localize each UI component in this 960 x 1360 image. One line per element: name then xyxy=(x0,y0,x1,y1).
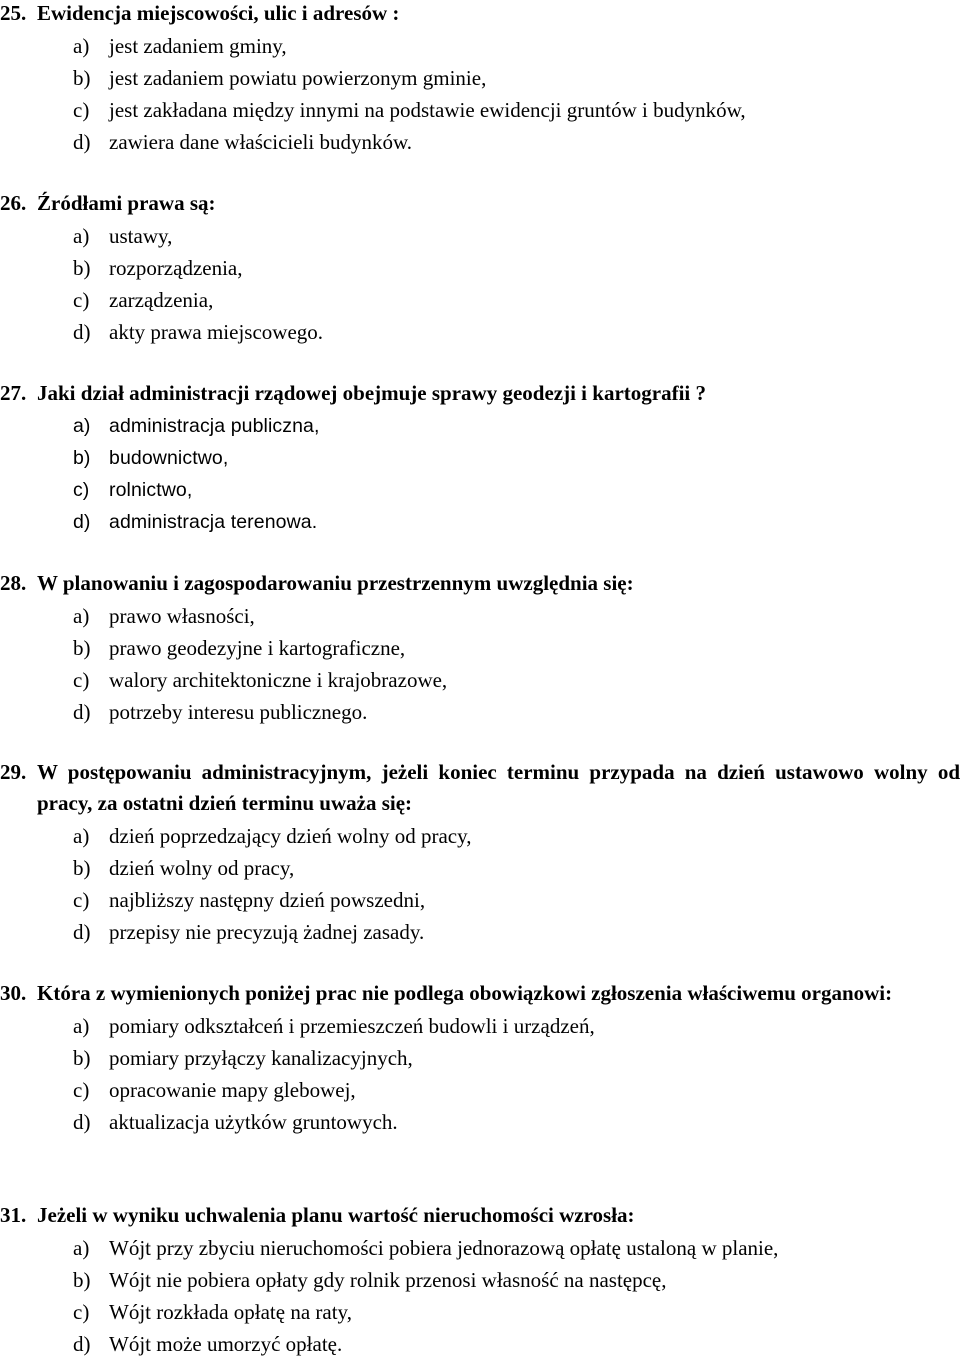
answer-option xyxy=(0,284,960,316)
option-letter: a) xyxy=(73,34,90,58)
answer-option xyxy=(0,632,960,664)
option-text: aktualizacja użytków gruntowych. xyxy=(109,1110,398,1134)
option-letter: b) xyxy=(73,636,91,660)
option-text: Wójt nie pobiera opłaty gdy rolnik przenosi własność na następcę, xyxy=(109,1268,667,1292)
answer-option xyxy=(0,916,960,948)
option-text: opracowanie mapy glebowej, xyxy=(109,1078,356,1102)
option-text: prawo własności, xyxy=(109,604,255,628)
answer-option xyxy=(0,410,960,442)
question-number: 29. xyxy=(0,760,27,784)
answer-option xyxy=(0,1010,960,1042)
option-text: prawo geodezyjne i kartograficzne, xyxy=(109,636,406,660)
question-number: 25. xyxy=(0,1,27,25)
option-text: zarządzenia, xyxy=(109,288,214,312)
option-letter: a) xyxy=(73,824,90,848)
option-letter: d) xyxy=(73,130,91,154)
option-letter: a) xyxy=(73,1236,90,1260)
answer-list xyxy=(0,820,960,948)
answer-option xyxy=(0,852,960,884)
option-letter: c) xyxy=(73,479,90,501)
question-number: 30. xyxy=(0,981,27,1005)
option-letter: b) xyxy=(73,1046,91,1070)
option-letter: d) xyxy=(73,1332,91,1356)
option-letter: c) xyxy=(73,888,90,912)
answer-list xyxy=(0,1010,960,1138)
option-text: Wójt rozkłada opłatę na raty, xyxy=(109,1300,352,1324)
option-letter: c) xyxy=(73,288,90,312)
answer-option xyxy=(0,442,960,474)
question-28 xyxy=(0,568,960,728)
option-text: dzień poprzedzający dzień wolny od pracy, xyxy=(109,824,472,848)
question-26 xyxy=(0,188,960,348)
answer-option xyxy=(0,62,960,94)
question-text: Źródłami prawa są: xyxy=(37,191,216,215)
option-letter: b) xyxy=(73,256,91,280)
option-text: administracja publiczna, xyxy=(109,415,320,437)
question-29 xyxy=(0,757,960,948)
answer-list xyxy=(0,600,960,728)
option-letter: c) xyxy=(73,1300,90,1324)
answer-option xyxy=(0,474,960,506)
option-text: jest zadaniem gminy, xyxy=(109,34,287,58)
option-text: najbliższy następny dzień powszedni, xyxy=(109,888,426,912)
option-letter: c) xyxy=(73,98,90,122)
option-letter: d) xyxy=(73,320,91,344)
option-text: walory architektoniczne i krajobrazowe, xyxy=(109,668,448,692)
answer-option xyxy=(0,1042,960,1074)
option-letter: a) xyxy=(73,224,90,248)
question-heading xyxy=(0,568,960,599)
option-letter: d) xyxy=(73,511,91,533)
option-letter: c) xyxy=(73,1078,90,1102)
option-text: Wójt przy zbyciu nieruchomości pobiera jednorazową opłatę ustaloną w planie, xyxy=(109,1236,779,1260)
answer-option xyxy=(0,884,960,916)
option-letter: b) xyxy=(73,1268,91,1292)
question-25 xyxy=(0,0,960,158)
question-text: W planowaniu i zagospodarowaniu przestrzennym uwzględnia się: xyxy=(37,571,634,595)
option-text: akty prawa miejscowego. xyxy=(109,320,324,344)
option-text: rolnictwo, xyxy=(109,479,193,501)
answer-list xyxy=(0,1232,960,1360)
option-text: ustawy, xyxy=(109,224,173,248)
question-number: 26. xyxy=(0,191,27,215)
option-letter: a) xyxy=(73,415,91,437)
answer-option xyxy=(0,1296,960,1328)
question-31 xyxy=(0,1200,960,1360)
option-text: pomiary przyłączy kanalizacyjnych, xyxy=(109,1046,413,1070)
answer-option xyxy=(0,94,960,126)
question-text: Jaki dział administracji rządowej obejmuje sprawy geodezji i kartografii ? xyxy=(37,381,706,405)
answer-option xyxy=(0,696,960,728)
answer-option xyxy=(0,1074,960,1106)
answer-option xyxy=(0,506,960,538)
option-text: przepisy nie precyzują żadnej zasady. xyxy=(109,920,425,944)
question-30 xyxy=(0,978,960,1138)
option-text: Wójt może umorzyć opłatę. xyxy=(109,1332,343,1356)
question-heading xyxy=(0,378,960,409)
question-27 xyxy=(0,378,960,538)
option-text: budownictwo, xyxy=(109,447,229,469)
option-letter: d) xyxy=(73,920,91,944)
option-letter: a) xyxy=(73,604,90,628)
question-text: Która z wymienionych poniżej prac nie podlega obowiązkowi zgłoszenia właściwemu organowi: xyxy=(37,981,893,1005)
question-heading xyxy=(0,188,960,219)
answer-option xyxy=(0,126,960,158)
option-letter: c) xyxy=(73,668,90,692)
option-text: dzień wolny od pracy, xyxy=(109,856,295,880)
question-heading xyxy=(0,0,960,29)
option-text: rozporządzenia, xyxy=(109,256,243,280)
answer-option xyxy=(0,1232,960,1264)
option-letter: b) xyxy=(73,66,91,90)
question-heading xyxy=(0,978,960,1009)
option-letter: a) xyxy=(73,1014,90,1038)
answer-list xyxy=(0,220,960,348)
answer-option xyxy=(0,252,960,284)
option-text: jest zadaniem powiatu powierzonym gminie, xyxy=(109,66,487,90)
answer-list xyxy=(0,30,960,158)
option-text: administracja terenowa. xyxy=(109,511,318,533)
answer-option xyxy=(0,820,960,852)
question-number: 27. xyxy=(0,381,27,405)
option-letter: b) xyxy=(73,856,91,880)
answer-option xyxy=(0,30,960,62)
option-text: zawiera dane właścicieli budynków. xyxy=(109,130,413,154)
option-text: pomiary odkształceń i przemieszczeń budowli i urządzeń, xyxy=(109,1014,595,1038)
option-letter: b) xyxy=(73,447,91,469)
answer-option xyxy=(0,1264,960,1296)
option-text: jest zakładana między innymi na podstawie ewidencji gruntów i budynków, xyxy=(109,98,746,122)
question-number: 31. xyxy=(0,1203,27,1227)
question-heading xyxy=(0,1200,960,1231)
question-text: Jeżeli w wyniku uchwalenia planu wartość nieruchomości wzrosła: xyxy=(37,1203,635,1227)
answer-list xyxy=(0,410,960,538)
answer-option xyxy=(0,1328,960,1360)
question-text: Ewidencja miejscowości, ulic i adresów : xyxy=(37,1,400,25)
question-text: W postępowaniu administracyjnym, jeżeli koniec terminu przypada na dzień ustawowo wolny od pracy, za ostatni dzień terminu uważa się: xyxy=(37,760,960,815)
question-heading xyxy=(0,757,960,819)
option-letter: d) xyxy=(73,700,91,724)
answer-option xyxy=(0,1106,960,1138)
answer-option xyxy=(0,220,960,252)
option-letter: d) xyxy=(73,1110,91,1134)
answer-option xyxy=(0,664,960,696)
question-number: 28. xyxy=(0,571,27,595)
answer-option xyxy=(0,316,960,348)
option-text: potrzeby interesu publicznego. xyxy=(109,700,368,724)
answer-option xyxy=(0,600,960,632)
